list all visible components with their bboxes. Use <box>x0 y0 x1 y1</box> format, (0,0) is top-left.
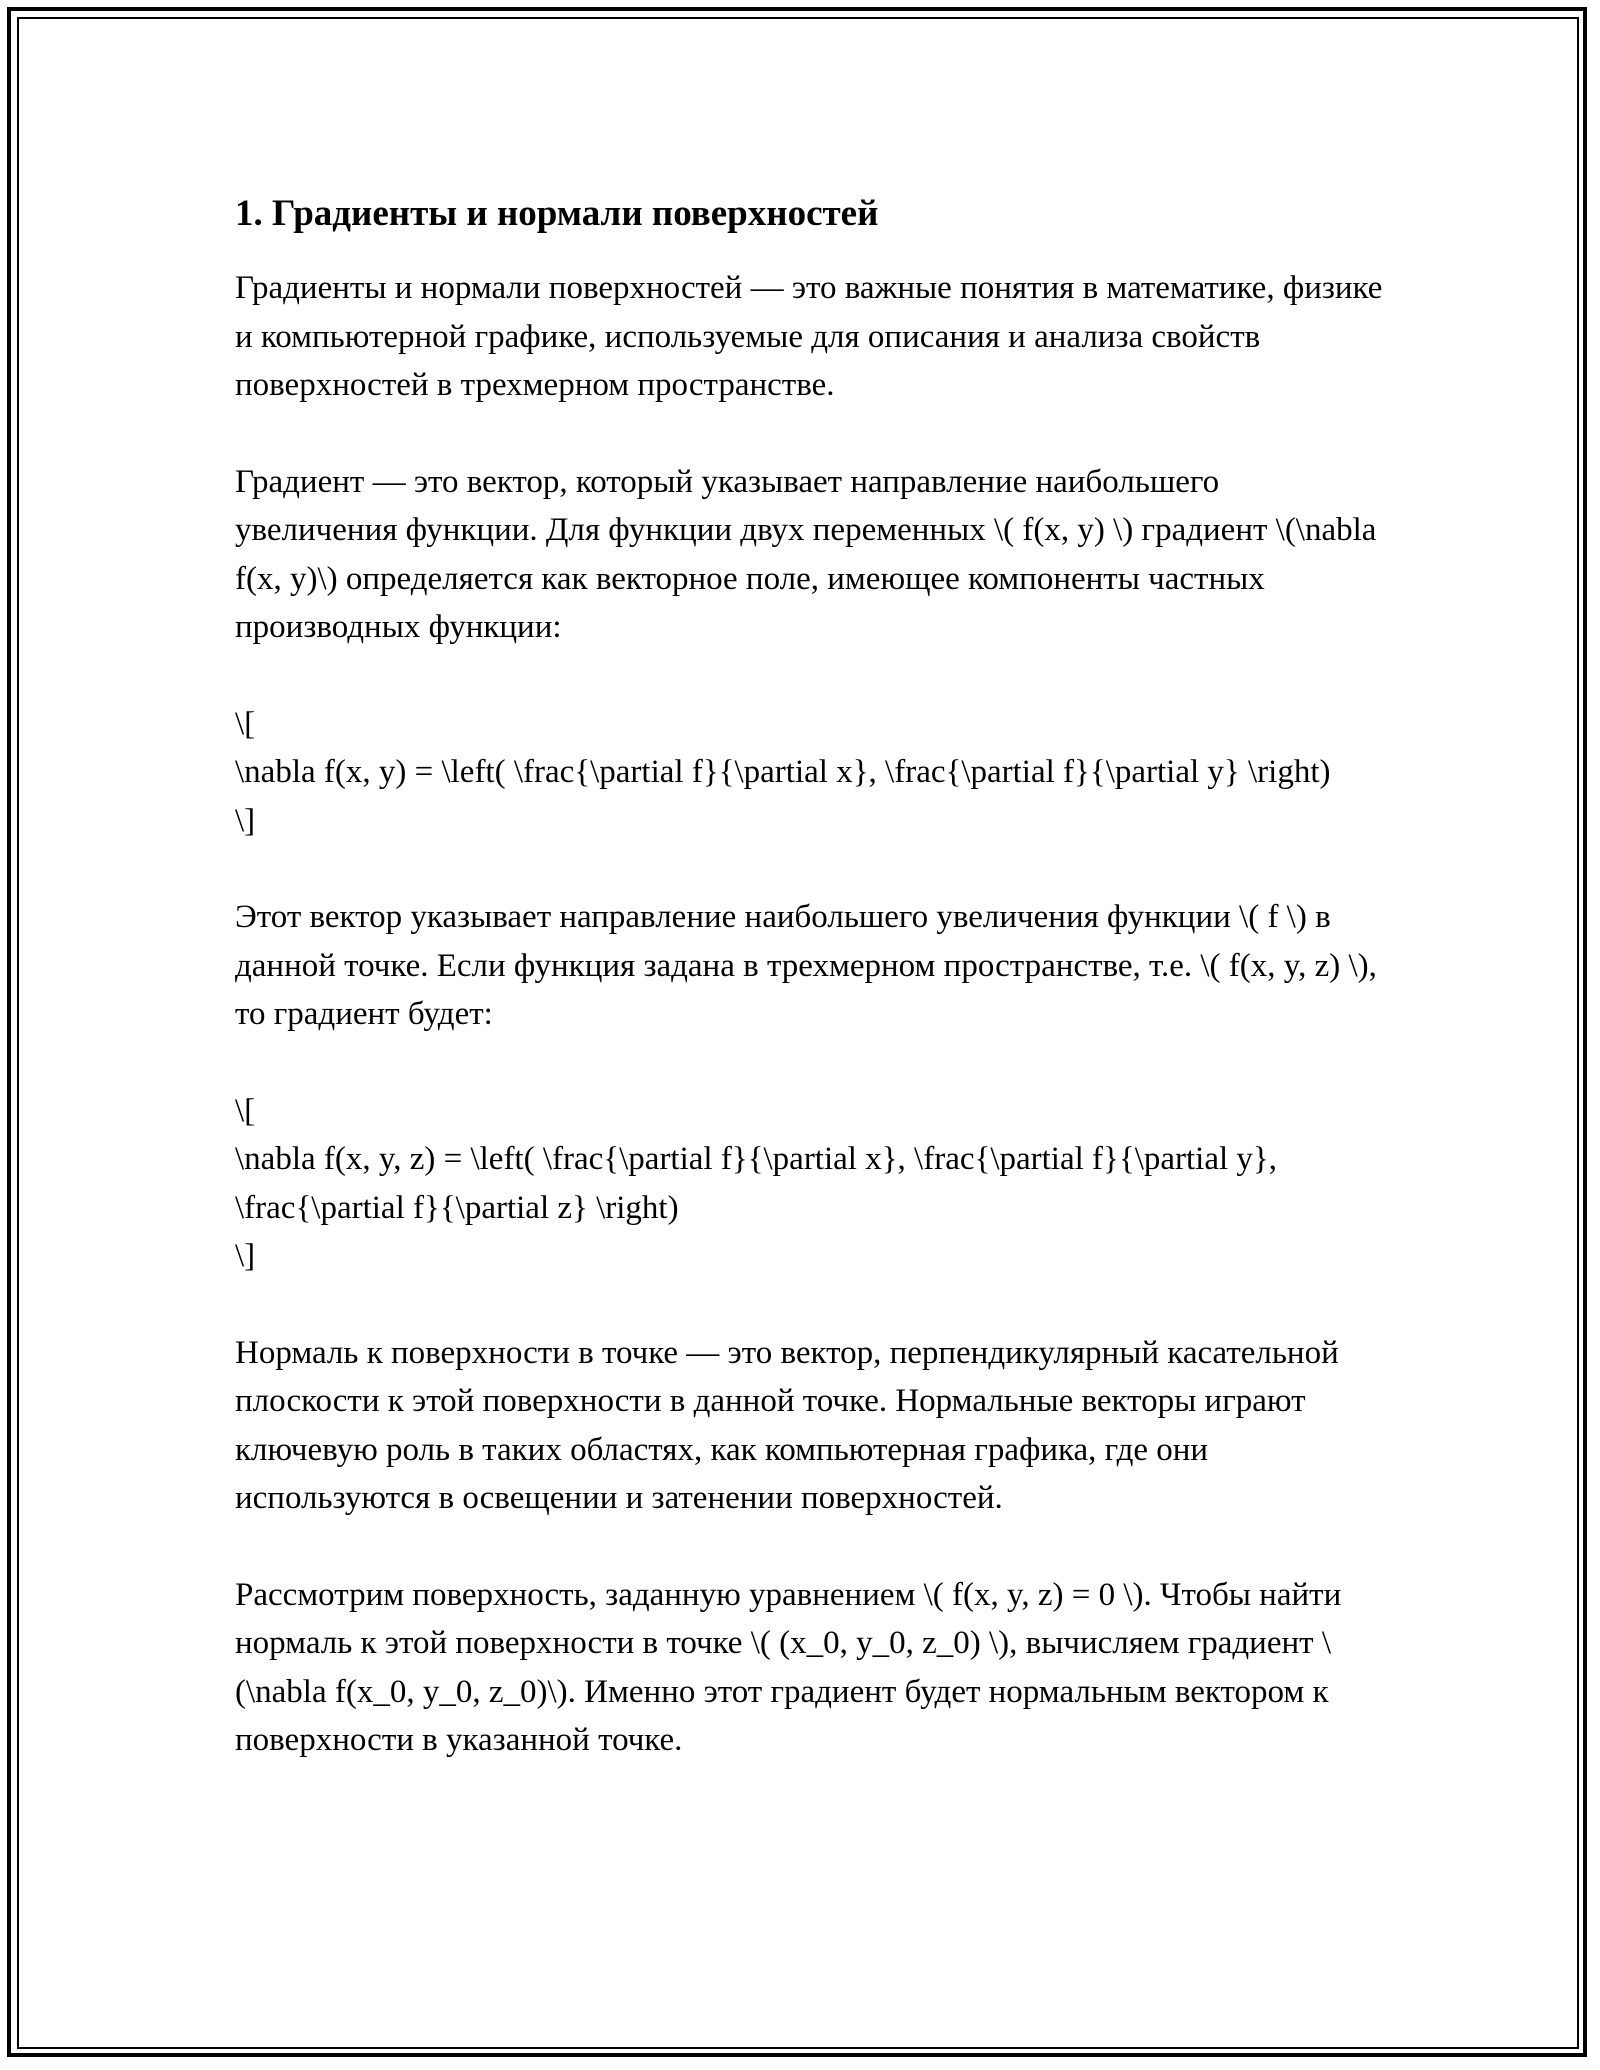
paragraph-normal-definition: Нормаль к поверхности в точке — это вектор, перпендикулярный касательной плоскости к этой поверхности в данной точке. Нормальные векторы играют ключевую роль в таких областях, как компьютерная графика, где они используются в освещении и затенении поверхностей. <box>235 1334 1339 1516</box>
formula-body: \nabla f(x, y, z) = \left( \frac{\partial f}{\partial x}, \frac{\partial f}{\partial y}, \frac{\partial f}{\partial z} \right) <box>235 1141 1277 1226</box>
formula-open-delimiter: \[ <box>235 1092 256 1129</box>
paragraph-gradient-definition: Градиент — это вектор, который указывает направление наибольшего увеличения функции. Для функции двух переменных \( f(x, y) \) градиент \(\nabla f(x, y)\) определяется как векторное поле, имеющее компоненты частных производных функции: <box>235 463 1377 645</box>
formula-open-delimiter: \[ <box>235 705 256 742</box>
formula-close-delimiter: \] <box>235 802 256 839</box>
section-heading: 1. Градиенты и нормали поверхностей <box>235 193 879 234</box>
formula-gradient-3d <box>235 1087 1385 1281</box>
paragraph-gradient-3d: Этот вектор указывает направление наибольшего увеличения функции \( f \) в данной точке. Если функция задана в трехмерном пространстве, т.е. \( f(x, y, z) \), то градиент будет: <box>235 899 1377 1032</box>
formula-close-delimiter: \] <box>235 1238 256 1274</box>
formula-body: \nabla f(x, y) = \left( \frac{\partial f}{\partial x}, \frac{\partial f}{\partial y} \right) <box>235 754 1331 790</box>
document-body <box>235 188 1385 1813</box>
paragraph-intro: Градиенты и нормали поверхностей — это важные понятия в математике, физике и компьютерной графике, используемые для описания и анализа свойств поверхностей в трехмерном пространстве. <box>235 270 1383 403</box>
paragraph-normal-computation: Рассмотрим поверхность, заданную уравнением \( f(x, y, z) = 0 \). Чтобы найти нормаль к этой поверхности в точке \( (x_0, y_0, z_0) \), вычисляем градиент \(\nabla f(x_0, y_0, z_0)\). Именно этот градиент будет нормальным вектором к поверхности в указанной точке. <box>235 1576 1342 1758</box>
formula-gradient-2d <box>235 700 1385 846</box>
